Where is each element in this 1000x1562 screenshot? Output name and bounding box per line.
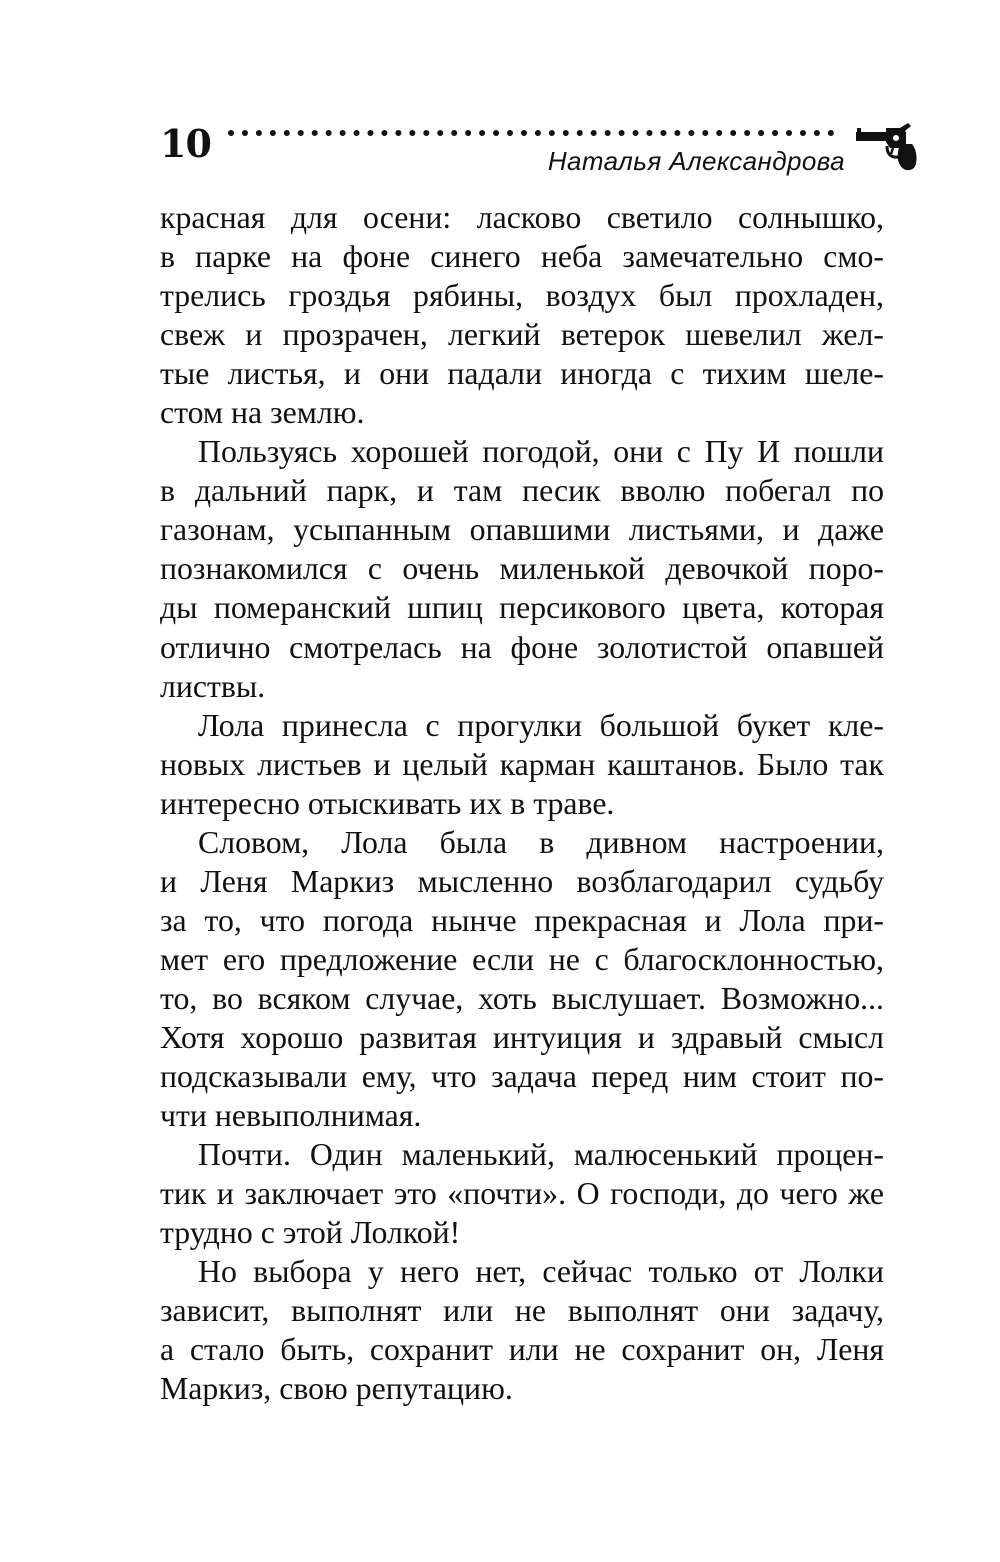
- text-line: за то, что погода нынче прекрасная и Лола при-: [160, 902, 884, 938]
- text-line: мет его предложение если не с благосклонностью,: [160, 941, 884, 977]
- text-line: Словом, Лола была в дивном настроении,: [198, 824, 884, 860]
- text-line: подсказывали ему, что задача перед ним стоит по-: [160, 1059, 884, 1095]
- text-line: ды померанский шпиц персикового цвета, которая: [160, 590, 884, 626]
- text-line: Лола принесла с прогулки большой букет кле-: [198, 707, 884, 743]
- text-line: зависит, выполнят или не выполнят они задачу,: [160, 1293, 884, 1329]
- text-line: отлично смотрелась на фоне золотистой опавшей: [160, 629, 884, 665]
- text-line: трудно с этой Лолкой!: [160, 1215, 461, 1251]
- header-dotted-rule: [228, 128, 840, 138]
- text-line: Но выбора у него нет, сейчас только от Лолки: [198, 1254, 884, 1290]
- text-line: тые листья, и они падали иногда с тихим шеле-: [160, 356, 884, 392]
- text-line: в парке на фоне синего неба замечательно смо-: [160, 239, 884, 275]
- text-line: стом на землю.: [160, 395, 365, 431]
- paragraph: [160, 706, 884, 823]
- paragraph: [160, 198, 884, 432]
- text-line: интересно отыскивать их в траве.: [160, 785, 615, 821]
- text-line: познакомился с очень миленькой девочкой поро-: [160, 551, 884, 587]
- text-line: в дальний парк, и там песик вволю побегал по: [160, 473, 884, 509]
- text-line: красная для осени: ласково светило солнышко,: [160, 200, 884, 235]
- running-head-author: Наталья Александрова: [547, 146, 845, 176]
- revolver-icon: [856, 122, 918, 172]
- text-line: тик и заключает это «почти». О господи, до чего же: [160, 1176, 884, 1212]
- text-line: листвы.: [160, 668, 266, 704]
- text-line: Хотя хорошо развитая интуиция и здравый смысл: [160, 1019, 884, 1055]
- text-line: чти невыполнимая.: [160, 1098, 422, 1134]
- text-line: новых листьев и целый карман каштанов. Было так: [160, 746, 884, 782]
- paragraph: [160, 1135, 884, 1252]
- paragraph: [160, 823, 884, 1135]
- text-line: Маркиз, свою репутацию.: [160, 1371, 513, 1407]
- page-number: 10: [160, 121, 211, 166]
- text-line: Пользуясь хорошей погодой, они с Пу И пошли: [198, 434, 884, 470]
- body-text: [160, 198, 884, 1408]
- paragraph: [160, 432, 884, 705]
- text-line: то, во всяком случае, хоть выслушает. Возможно...: [160, 980, 884, 1016]
- text-line: трелись гроздья рябины, воздух был прохладен,: [160, 278, 884, 314]
- text-line: а стало быть, сохранит или не сохранит он, Леня: [160, 1332, 884, 1368]
- paragraph: [160, 1252, 884, 1408]
- text-line: свеж и прозрачен, легкий ветерок шевелил жел-: [160, 317, 884, 353]
- text-line: и Леня Маркиз мысленно возблагодарил судьбу: [160, 863, 884, 899]
- text-line: газонам, усыпанным опавшими листьями, и даже: [160, 512, 884, 548]
- text-line: Почти. Один маленький, малюсенький процен-: [198, 1137, 884, 1173]
